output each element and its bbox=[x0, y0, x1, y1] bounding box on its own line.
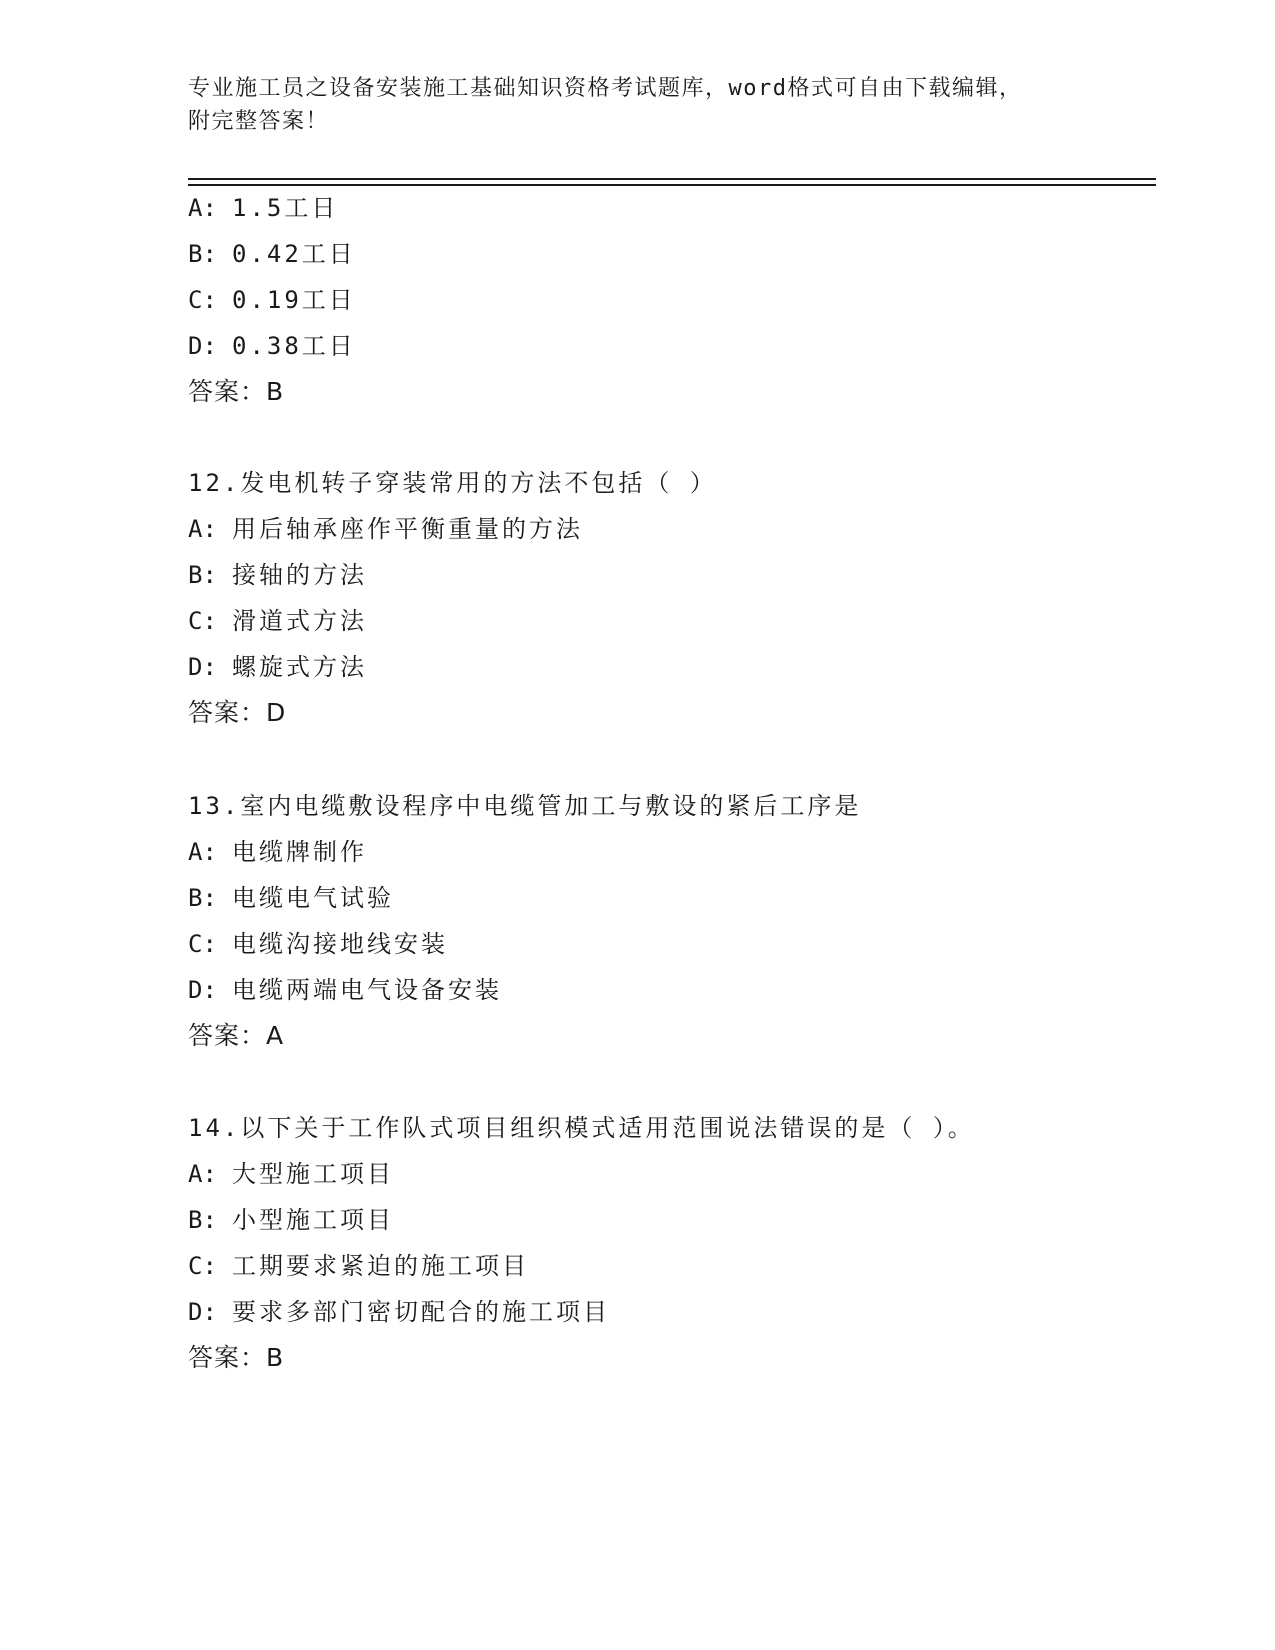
option-d bbox=[188, 967, 1148, 1013]
option-label: A: bbox=[188, 838, 217, 866]
option-label: D: bbox=[188, 653, 217, 681]
option-label: C: bbox=[188, 1252, 217, 1280]
option-d bbox=[188, 644, 1148, 690]
option-text: 大型施工项目 bbox=[232, 1160, 394, 1188]
header-line-2: 附完整答案！ bbox=[188, 109, 330, 134]
answer: 答案：B bbox=[188, 377, 285, 406]
option-label: B: bbox=[188, 561, 217, 589]
option-a bbox=[188, 185, 1148, 231]
option-text: 螺旋式方法 bbox=[232, 653, 367, 681]
option-text: 滑道式方法 bbox=[232, 607, 367, 635]
option-c bbox=[188, 921, 1148, 967]
option-label: D: bbox=[188, 1298, 217, 1326]
option-c bbox=[188, 277, 1148, 323]
option-label: C: bbox=[188, 930, 217, 958]
option-label: B: bbox=[188, 240, 217, 268]
option-text: 接轴的方法 bbox=[232, 561, 367, 589]
answer: 答案：D bbox=[188, 698, 287, 727]
option-text: 电缆电气试验 bbox=[232, 884, 394, 912]
option-label: C: bbox=[188, 607, 217, 635]
option-c bbox=[188, 598, 1148, 644]
option-d bbox=[188, 323, 1148, 369]
option-text: 0.42工日 bbox=[232, 240, 356, 268]
option-text: 工期要求紧迫的施工项目 bbox=[232, 1252, 529, 1280]
option-b bbox=[188, 231, 1148, 277]
answer: 答案：A bbox=[188, 1021, 285, 1050]
option-text: 小型施工项目 bbox=[232, 1206, 394, 1234]
question-text: 13.室内电缆敷设程序中电缆管加工与敷设的紧后工序是 bbox=[188, 792, 862, 820]
option-a bbox=[188, 506, 1148, 552]
header-divider-top bbox=[188, 178, 1156, 180]
question-block-11 bbox=[188, 185, 1148, 415]
question-block-13 bbox=[188, 783, 1148, 1059]
option-label: C: bbox=[188, 286, 217, 314]
question-block-14 bbox=[188, 1105, 1148, 1381]
answer: 答案：B bbox=[188, 1343, 285, 1372]
option-label: B: bbox=[188, 884, 217, 912]
option-label: D: bbox=[188, 976, 217, 1004]
option-a bbox=[188, 829, 1148, 875]
header-line-1: 专业施工员之设备安装施工基础知识资格考试题库，word格式可自由下载编辑， bbox=[188, 76, 1023, 101]
option-text: 0.19工日 bbox=[232, 286, 356, 314]
option-text: 用后轴承座作平衡重量的方法 bbox=[232, 515, 583, 543]
question-text: 14.以下关于工作队式项目组织模式适用范围说法错误的是（ ）。 bbox=[188, 1114, 975, 1142]
option-b bbox=[188, 875, 1148, 921]
option-a bbox=[188, 1151, 1148, 1197]
option-text: 0.38工日 bbox=[232, 332, 356, 360]
option-b bbox=[188, 552, 1148, 598]
question-text: 12.发电机转子穿装常用的方法不包括（ ） bbox=[188, 469, 717, 497]
option-label: D: bbox=[188, 332, 217, 360]
option-label: A: bbox=[188, 1160, 217, 1188]
option-text: 1.5工日 bbox=[232, 194, 339, 222]
option-c bbox=[188, 1243, 1148, 1289]
option-text: 电缆牌制作 bbox=[232, 838, 367, 866]
option-text: 要求多部门密切配合的施工项目 bbox=[232, 1298, 610, 1326]
option-label: A: bbox=[188, 515, 217, 543]
option-text: 电缆两端电气设备安装 bbox=[232, 976, 502, 1004]
document-header bbox=[188, 72, 1068, 138]
option-text: 电缆沟接地线安装 bbox=[232, 930, 448, 958]
option-label: A: bbox=[188, 194, 217, 222]
option-d bbox=[188, 1289, 1148, 1335]
option-label: B: bbox=[188, 1206, 217, 1234]
question-block-12 bbox=[188, 460, 1148, 736]
option-b bbox=[188, 1197, 1148, 1243]
